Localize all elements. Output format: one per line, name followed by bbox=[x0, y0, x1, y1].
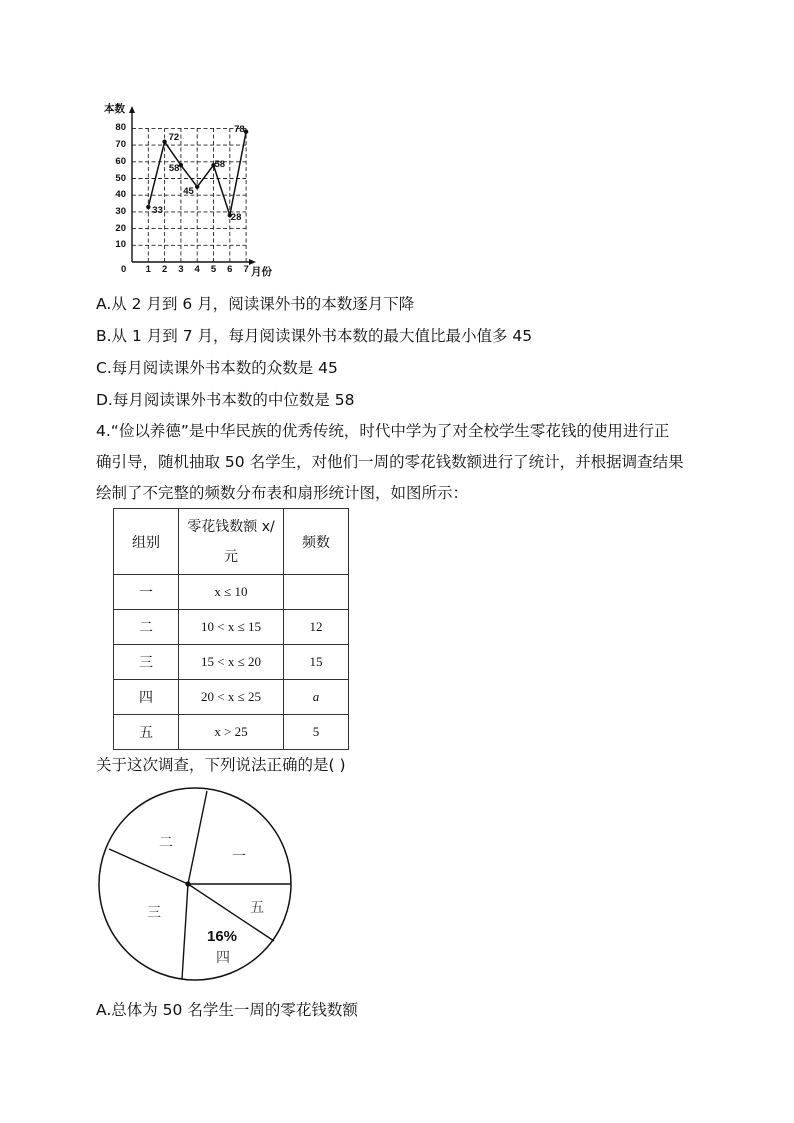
header-amount-line-2: 元 bbox=[224, 548, 238, 565]
y-tick-label: 80 bbox=[115, 122, 126, 134]
data-point bbox=[146, 205, 150, 209]
row-frequency: 12 bbox=[284, 610, 349, 645]
q4-question: 关于这次调查，下列说法正确的是( ) bbox=[96, 756, 346, 774]
data-label: 58 bbox=[168, 163, 180, 175]
pie-label-5: 五 bbox=[250, 900, 264, 916]
y-tick-label: 30 bbox=[115, 205, 126, 217]
row-range: x ≤ 10 bbox=[179, 575, 284, 610]
pie-label-3: 三 bbox=[147, 905, 161, 921]
y-tick-label: 40 bbox=[115, 189, 126, 201]
x-tick-label: 7 bbox=[243, 264, 249, 275]
y-tick-label: 60 bbox=[115, 155, 126, 167]
header-frequency: 频数 bbox=[284, 509, 349, 575]
data-label: 58 bbox=[214, 159, 226, 171]
row-frequency: a bbox=[284, 680, 349, 715]
data-label: 45 bbox=[183, 185, 194, 197]
x-tick-label: 3 bbox=[178, 264, 184, 275]
table-row bbox=[114, 680, 349, 715]
row-frequency: 5 bbox=[284, 715, 349, 750]
q4-stem-line-1: 4.“俭以养德”是中华民族的优秀传统，时代中学为了对全校学生零花钱的使用进行正 bbox=[96, 422, 670, 440]
row-group: 二 bbox=[114, 610, 179, 645]
header-amount bbox=[179, 509, 284, 575]
y-tick-label: 50 bbox=[115, 172, 126, 184]
x-tick-label: 2 bbox=[161, 264, 168, 275]
pie-label-2: 二 bbox=[159, 835, 173, 851]
data-point bbox=[162, 140, 166, 144]
origin-label: 0 bbox=[121, 264, 127, 275]
table-row bbox=[114, 715, 349, 750]
row-frequency bbox=[284, 575, 349, 610]
pie-divider-5 bbox=[109, 849, 188, 884]
x-axis-label: 月份 bbox=[251, 266, 272, 278]
row-group: 一 bbox=[114, 575, 179, 610]
y-axis-arrow bbox=[129, 106, 135, 113]
data-label: 72 bbox=[168, 131, 180, 143]
pie-center bbox=[185, 881, 190, 886]
q4-option-a: A.总体为 50 名学生一周的零花钱数额 bbox=[96, 1001, 358, 1019]
pie-label-1: 一 bbox=[232, 849, 246, 865]
q3-option-b: B.从 1 月到 7 月，每月阅读课外书本数的最大值比最小值多 45 bbox=[96, 327, 533, 345]
row-range: x > 25 bbox=[179, 715, 284, 750]
pie-label-4: 四 bbox=[216, 950, 230, 966]
row-range: 20 < x ≤ 25 bbox=[179, 680, 284, 715]
row-group: 五 bbox=[114, 715, 179, 750]
pie-percent-label: 16% bbox=[207, 928, 238, 945]
x-tick-label: 1 bbox=[145, 264, 151, 275]
y-tick-label: 70 bbox=[115, 139, 126, 151]
q4-stem-line-2: 确引导，随机抽取 50 名学生，对他们一周的零花钱数额进行了统计，并根据调查结果 bbox=[96, 453, 684, 471]
table-row bbox=[114, 645, 349, 680]
line-chart-plot bbox=[0, 0, 300, 290]
row-group: 三 bbox=[114, 645, 179, 680]
table-row bbox=[114, 575, 349, 610]
q3-option-d: D.每月阅读课外书本数的中位数是 58 bbox=[96, 391, 355, 409]
row-range: 10 < x ≤ 15 bbox=[179, 610, 284, 645]
data-point bbox=[195, 185, 199, 189]
pie-divider-4 bbox=[182, 884, 188, 979]
table-row bbox=[114, 610, 349, 645]
header-group: 组别 bbox=[114, 509, 179, 575]
q3-option-c: C.每月阅读课外书本数的众数是 45 bbox=[96, 359, 338, 377]
x-tick-label: 5 bbox=[210, 264, 217, 275]
y-axis-label: 本数 bbox=[104, 103, 125, 115]
x-tick-label: 6 bbox=[227, 264, 233, 275]
data-label: 78 bbox=[234, 123, 245, 135]
x-tick-label: 4 bbox=[194, 264, 200, 275]
row-range: 15 < x ≤ 20 bbox=[179, 645, 284, 680]
row-frequency: 15 bbox=[284, 645, 349, 680]
q3-option-a: A.从 2 月到 6 月，阅读课外书的本数逐月下降 bbox=[96, 295, 415, 313]
frequency-table bbox=[113, 508, 349, 750]
row-group: 四 bbox=[114, 680, 179, 715]
header-amount-line-1: 零花钱数额 x/ bbox=[187, 518, 275, 535]
data-label: 28 bbox=[230, 212, 242, 224]
pie-chart bbox=[0, 780, 320, 1000]
data-label: 33 bbox=[152, 204, 163, 216]
pie-divider-1 bbox=[188, 791, 207, 884]
y-tick-label: 10 bbox=[115, 239, 126, 251]
table-header-row bbox=[114, 509, 349, 575]
q4-stem-line-3: 绘制了不完整的频数分布表和扇形统计图，如图所示： bbox=[96, 484, 469, 502]
y-tick-label: 20 bbox=[115, 222, 126, 234]
